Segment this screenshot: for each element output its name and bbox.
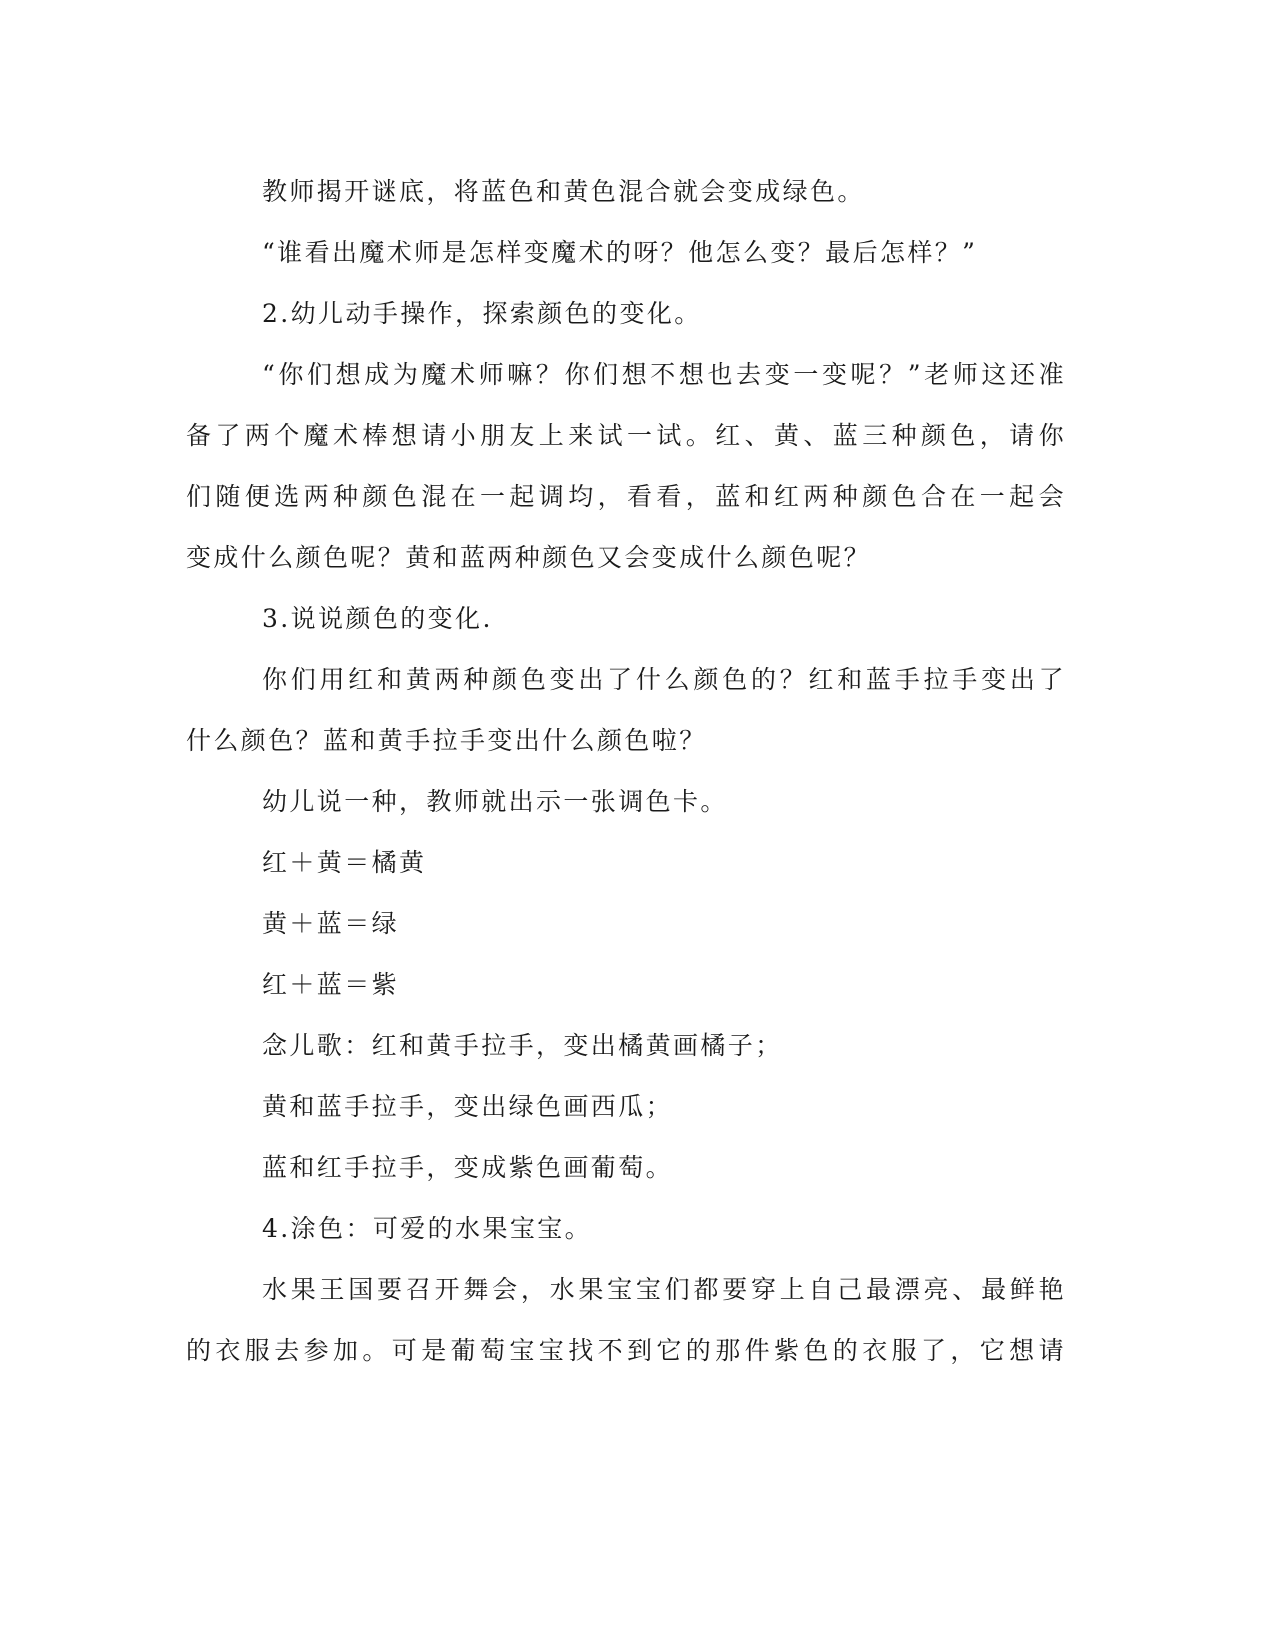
document-body bbox=[186, 161, 1066, 1381]
paragraph-line: 备了两个魔术棒想请小朋友上来试一试。红、黄、蓝三种颜色，请你 bbox=[186, 421, 1066, 450]
rhyme-line: 蓝和红手拉手，变成紫色画葡萄。 bbox=[262, 1153, 674, 1182]
color-formula: 黄＋蓝＝绿 bbox=[262, 909, 400, 938]
color-formula: 红＋黄＝橘黄 bbox=[262, 848, 427, 877]
paragraph-line: “你们想成为魔术师嘛？你们想不想也去变一变呢？”老师这还准 bbox=[262, 360, 1066, 389]
paragraph-line: 们随便选两种颜色混在一起调均，看看，蓝和红两种颜色合在一起会 bbox=[186, 482, 1066, 511]
paragraph-line: 的衣服去参加。可是葡萄宝宝找不到它的那件紫色的衣服了，它想请 bbox=[186, 1336, 1066, 1365]
rhyme-line: 黄和蓝手拉手，变出绿色画西瓜； bbox=[262, 1092, 674, 1121]
rhyme-line: 念儿歌：红和黄手拉手，变出橘黄画橘子； bbox=[262, 1031, 783, 1060]
paragraph-line: 你们用红和黄两种颜色变出了什么颜色的？红和蓝手拉手变出了 bbox=[262, 665, 1066, 694]
section-heading: 4.涂色：可爱的水果宝宝。 bbox=[262, 1214, 593, 1243]
color-formula: 红＋蓝＝紫 bbox=[262, 970, 400, 999]
paragraph-line: 水果王国要召开舞会，水果宝宝们都要穿上自己最漂亮、最鲜艳 bbox=[262, 1275, 1066, 1304]
paragraph-line: 幼儿说一种，教师就出示一张调色卡。 bbox=[262, 787, 728, 816]
paragraph-line: 什么颜色？蓝和黄手拉手变出什么颜色啦？ bbox=[186, 726, 707, 755]
paragraph-line: 教师揭开谜底，将蓝色和黄色混合就会变成绿色。 bbox=[262, 177, 865, 206]
section-heading: 3.说说颜色的变化. bbox=[262, 604, 493, 633]
paragraph-line: 变成什么颜色呢？黄和蓝两种颜色又会变成什么颜色呢？ bbox=[186, 543, 872, 572]
section-heading: 2.幼儿动手操作，探索颜色的变化。 bbox=[262, 299, 702, 328]
paragraph-line: “谁看出魔术师是怎样变魔术的呀？他怎么变？最后怎样？” bbox=[262, 238, 978, 267]
